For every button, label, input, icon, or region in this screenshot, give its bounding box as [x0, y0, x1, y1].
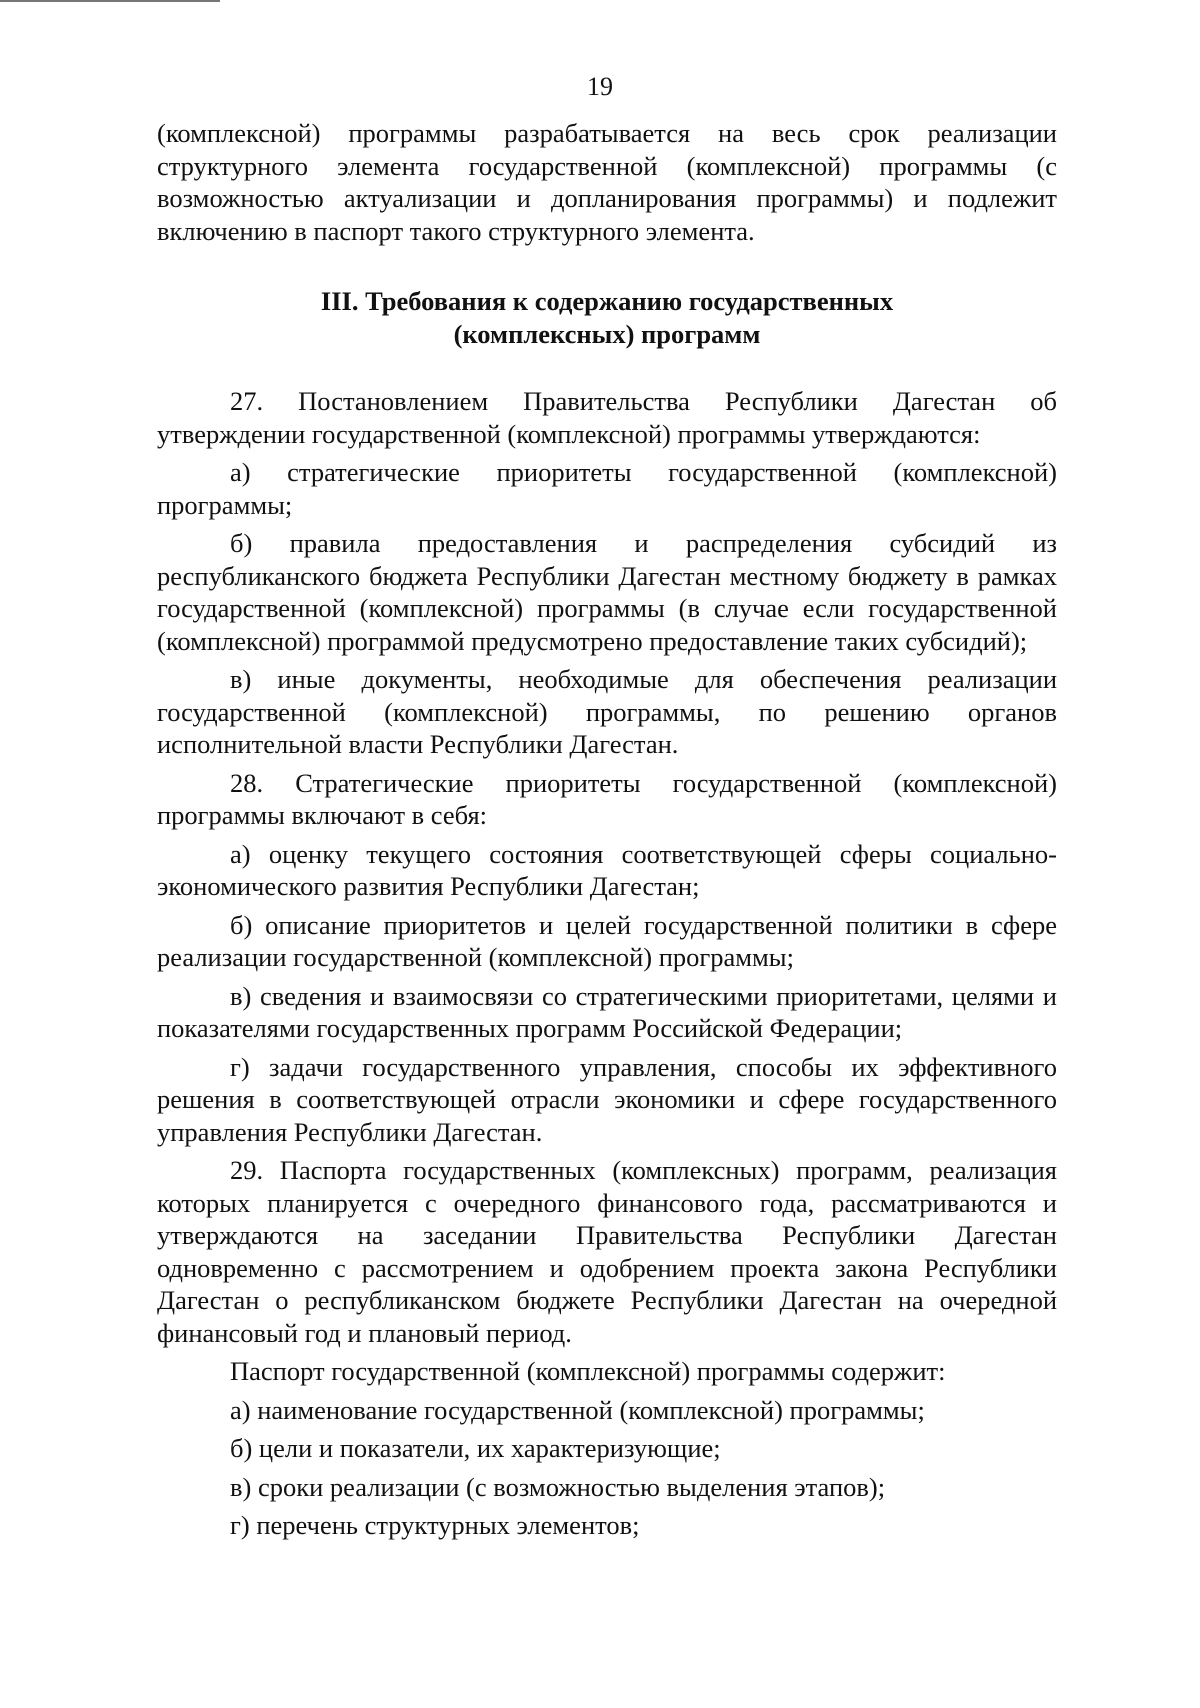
paragraph-27-b: б) правила предоставления и распределения субсидий из республиканского бюджета Республики Дагестан местному бюджету в рамках государственной (комплексной) программы (в случае если государственной (комплексной) программой предусмотрено предоставление таких субсидий); — [157, 528, 1057, 656]
passport-item-g: г) перечень структурных элементов; — [230, 1510, 640, 1540]
paragraph-28-a: а) оценку текущего состояния соответствующей сферы социально-экономического развития Республики Дагестан; — [157, 838, 1057, 901]
section-heading — [157, 285, 1057, 350]
paragraph-28-g: г) задачи государственного управления, способы их эффективного решения в соответствующей отрасли экономики и сфере государственного управления Республики Дагестан. — [157, 1051, 1057, 1147]
page-number: 19 — [587, 72, 613, 101]
section-heading-line-2: (комплексных) программ — [453, 318, 761, 349]
paragraph-27: 27. Постановлением Правительства Республики Дагестан об утверждении государственной (комплексной) программы утверждаются: — [157, 386, 1057, 449]
passport-item-v: в) сроки реализации (с возможностью выделения этапов); — [230, 1471, 886, 1502]
passport-item-a: а) наименование государственной (комплексной) программы; — [230, 1394, 925, 1425]
paragraph-27-v: в) иные документы, необходимые для обеспечения реализации государственной (комплексной) программы, по решению органов исполнительной власти Республики Дагестан. — [157, 664, 1057, 759]
scan-edge-line — [0, 0, 220, 2]
passport-intro: Паспорт государственной (комплексной) программы содержит: — [230, 1356, 946, 1386]
section-heading-line-1: III. Требования к содержанию государственных — [320, 286, 894, 316]
document-body — [157, 117, 1057, 1542]
paragraph-28-b: б) описание приоритетов и целей государственной политики в сфере реализации государственной (комплексной) программы; — [157, 909, 1057, 972]
passport-item-b: б) цели и показатели, их характеризующие; — [230, 1433, 721, 1463]
paragraph-27-a: а) стратегические приоритеты государственной (комплексной) программы; — [157, 457, 1057, 520]
intro-paragraph: (комплексной) программы разрабатывается на весь срок реализации структурного элемента государственной (комплексной) программы (с возможностью актуализации и допланирования программы) и подлежит включению в паспорт такого структурного элемента. — [157, 118, 1057, 246]
paragraph-28: 28. Стратегические приоритеты государственной (комплексной) программы включают в себя: — [157, 767, 1057, 830]
paragraph-28-v: в) сведения и взаимосвязи со стратегическими приоритетами, целями и показателями государственных программ Российской Федерации; — [157, 980, 1057, 1043]
paragraph-29: 29. Паспорта государственных (комплексных) программ, реализация которых планируется с очередного финансового года, рассматриваются и утверждаются на заседании Правительства Республики Дагестан одновременно с рассмотрением и одобрением проекта закона Республики Дагестан о республиканском бюджете Республики Дагестан на очередной финансовый год и плановый период. — [157, 1155, 1057, 1348]
